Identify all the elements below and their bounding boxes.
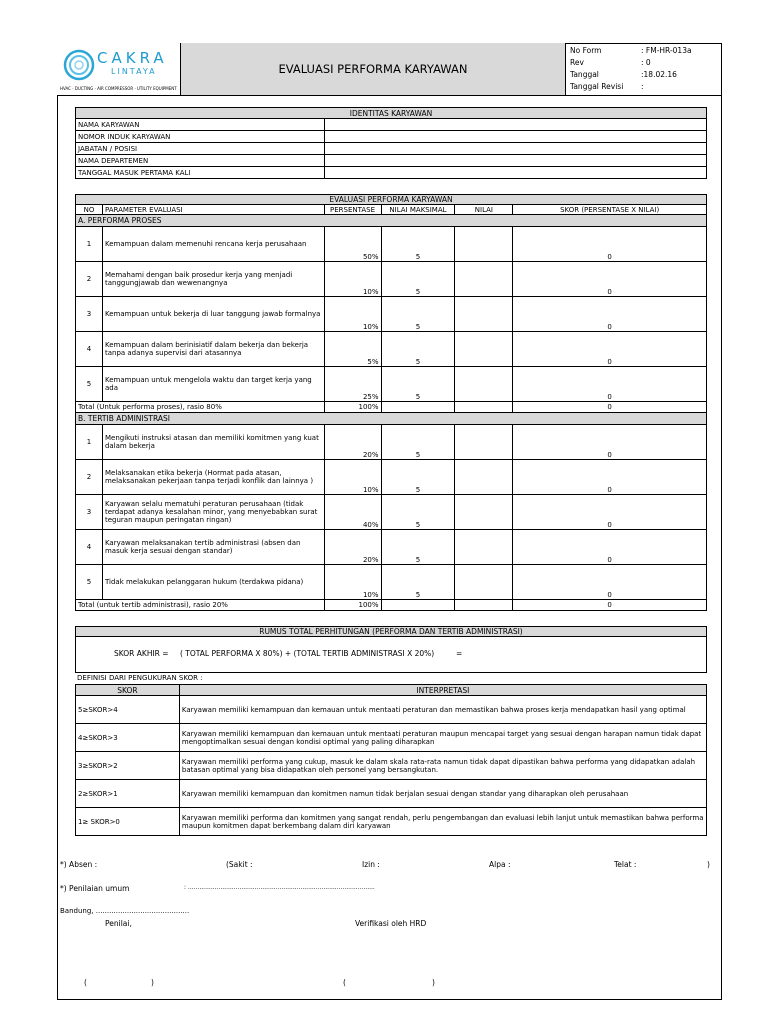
total-row-a: Total (Untuk performa proses), rasio 80% 100% 0: [76, 402, 707, 413]
penilaian-umum-label: *) Penilaian umum: [60, 884, 130, 893]
nilai-input[interactable]: [455, 495, 513, 530]
signature-open-hrd: (: [343, 978, 346, 987]
table-row: 1≥ SKOR>0 Karyawan memiliki performa dan komitmen yang sangat rendah, perlu pengembangan dan evaluasi lebih lanjut untuk memastikan bahwa performa maupun komitmen dapat berkembang dalam diri karyawan: [76, 808, 707, 836]
table-row: 4 Karyawan melaksanakan tertib administrasi (absen dan masuk kerja sesuai dengan standar) 20% 5 0: [76, 530, 707, 565]
logo-subtext: LINTAYA: [111, 67, 157, 76]
jabatan-input[interactable]: [324, 143, 706, 155]
absen-label: *) Absen :: [60, 860, 98, 869]
definisi-title: DEFINISI DARI PENGUKURAN SKOR :: [77, 674, 203, 682]
evaluasi-title: EVALUASI PERFORMA KARYAWAN: [76, 195, 707, 205]
identitas-table: [75, 107, 707, 179]
evaluasi-table: [75, 194, 707, 611]
nilai-input[interactable]: [455, 262, 513, 297]
field-label: JABATAN / POSISI: [76, 143, 325, 155]
col-persentase: PERSENTASE: [324, 205, 381, 215]
field-label: NOMOR INDUK KARYAWAN: [76, 131, 325, 143]
tanggal-masuk-input[interactable]: [324, 167, 706, 179]
table-row: 5≥SKOR>4 Karyawan memiliki kemampuan dan kemauan untuk mentaati peraturan dan memastikan bahwa proses kerja mendapatkan hasil yang optimal: [76, 696, 707, 724]
table-row: 5 Tidak melakukan pelanggaran hukum (terdakwa pidana) 10% 5 0: [76, 565, 707, 600]
field-label: NAMA KARYAWAN: [76, 119, 325, 131]
rumus-title: RUMUS TOTAL PERHITUNGAN (PERFORMA DAN TERTIB ADMINISTRASI): [76, 627, 707, 637]
table-row: 3 Kemampuan untuk bekerja di luar tanggung jawab formalnya 10% 5 0: [76, 297, 707, 332]
section-b-title: B. TERTIB ADMINISTRASI: [76, 413, 707, 425]
col-skor: SKOR (PERSENTASE X NILAI): [513, 205, 707, 215]
form-meta: No Form : FM-HR-013a Rev : 0 Tanggal :18.02.16 Tanggal Revisi :: [570, 46, 692, 91]
departemen-input[interactable]: [324, 155, 706, 167]
signature-close-penilai: ): [151, 978, 154, 987]
formula-equals: =: [456, 649, 463, 658]
section-a-title: A. PERFORMA PROSES: [76, 215, 707, 227]
nilai-input[interactable]: [455, 227, 513, 262]
penilaian-umum-field[interactable]: : ..................................................................................................: [184, 884, 375, 891]
formula-text: ( TOTAL PERFORMA X 80%) + (TOTAL TERTIB ADMINISTRASI X 20%): [180, 649, 435, 658]
form-header: [57, 43, 722, 96]
nilai-input[interactable]: [455, 460, 513, 495]
skor-akhir-label: SKOR AKHIR =: [114, 649, 169, 658]
table-row: 4≥SKOR>3 Karyawan memiliki kemampuan dan kemauan untuk mentaati peraturan maupun mencapai target yang sesuai dengan harapan namun tidak dapat mengoptimalkan sesuai dengan kondisi optimal yang paling diharapkan: [76, 724, 707, 752]
col-parameter: PARAMETER EVALUASI: [102, 205, 324, 215]
bandung-date[interactable]: Bandung, ..........................................: [60, 907, 190, 915]
nama-karyawan-input[interactable]: [324, 119, 706, 131]
signature-open-penilai: (: [84, 978, 87, 987]
logo-text: CAKRA: [97, 49, 168, 67]
absen-close: ): [707, 860, 710, 869]
col-no: NO: [76, 205, 103, 215]
table-row: 1 Mengikuti instruksi atasan dan memiliki komitmen yang kuat dalam bekerja 20% 5 0: [76, 425, 707, 460]
table-row: 2≥SKOR>1 Karyawan memiliki kemampuan dan komitmen namun tidak berjalan sesuai dengan standar yang diharapkan oleh perusahaan: [76, 780, 707, 808]
rumus-formula: [76, 637, 707, 673]
table-row: 2 Memahami dengan baik prosedur kerja yang menjadi tanggungjawab dan wewenangnya 10% 5 0: [76, 262, 707, 297]
nilai-input[interactable]: [455, 332, 513, 367]
verifikasi-label: Verifikasi oleh HRD: [355, 919, 427, 928]
table-row: 4 Kemampuan dalam berinisiatif dalam bekerja dan bekerja tanpa adanya supervisi dari atasannya 5% 5 0: [76, 332, 707, 367]
col-interpretasi: INTERPRETASI: [179, 685, 706, 696]
field-label: NAMA DEPARTEMEN: [76, 155, 325, 167]
definisi-table: [75, 684, 707, 836]
col-nilai: NILAI: [455, 205, 513, 215]
table-row: 3 Karyawan selalu mematuhi peraturan perusahaan (tidak terdapat adanya kesalahan minor, yang menyebabkan surat teguran maupun peringatan ringan) 40% 5 0: [76, 495, 707, 530]
company-logo: [57, 43, 181, 95]
table-row: 5 Kemampuan untuk mengelola waktu dan target kerja yang ada 25% 5 0: [76, 367, 707, 402]
table-row: 3≥SKOR>2 Karyawan memiliki performa yang cukup, masuk ke dalam skala rata-rata namun tidak dapat dipastikan bahwa performa yang didapatkan adalah batasan optimal yang bisa didapatkan oleh personel yang bersangkutan.: [76, 752, 707, 780]
nilai-input[interactable]: [455, 367, 513, 402]
telat-label: Telat :: [614, 860, 637, 869]
table-row: 2 Melaksanakan etika bekerja (Hormat pada atasan, melaksanakan pekerjaan tanpa terjadi konflik dan lainnya ) 10% 5 0: [76, 460, 707, 495]
nilai-input[interactable]: [455, 565, 513, 600]
nilai-input[interactable]: [455, 297, 513, 332]
izin-label: Izin :: [362, 860, 380, 869]
signature-close-hrd: ): [432, 978, 435, 987]
col-skor: SKOR: [76, 685, 180, 696]
nilai-input[interactable]: [455, 425, 513, 460]
sakit-label: (Sakit :: [226, 860, 253, 869]
page-title: EVALUASI PERFORMA KARYAWAN: [181, 43, 566, 95]
table-row: 1 Kemampuan dalam memenuhi rencana kerja perusahaan 50% 5 0: [76, 227, 707, 262]
rumus-table: [75, 626, 707, 673]
total-row-b: Total (untuk tertib administrasi), rasio 20% 100% 0: [76, 600, 707, 611]
field-label: TANGGAL MASUK PERTAMA KALI: [76, 167, 325, 179]
logo-tagline: HVAC · DUCTING · AIR COMPRESSOR · UTILITY EQUIPMENT: [60, 86, 177, 91]
nik-input[interactable]: [324, 131, 706, 143]
nilai-input[interactable]: [455, 530, 513, 565]
penilai-label: Penilai,: [105, 919, 132, 928]
identitas-title: IDENTITAS KARYAWAN: [76, 108, 707, 119]
col-nilai-maksimal: NILAI MAKSIMAL: [381, 205, 455, 215]
alpa-label: Alpa :: [489, 860, 511, 869]
